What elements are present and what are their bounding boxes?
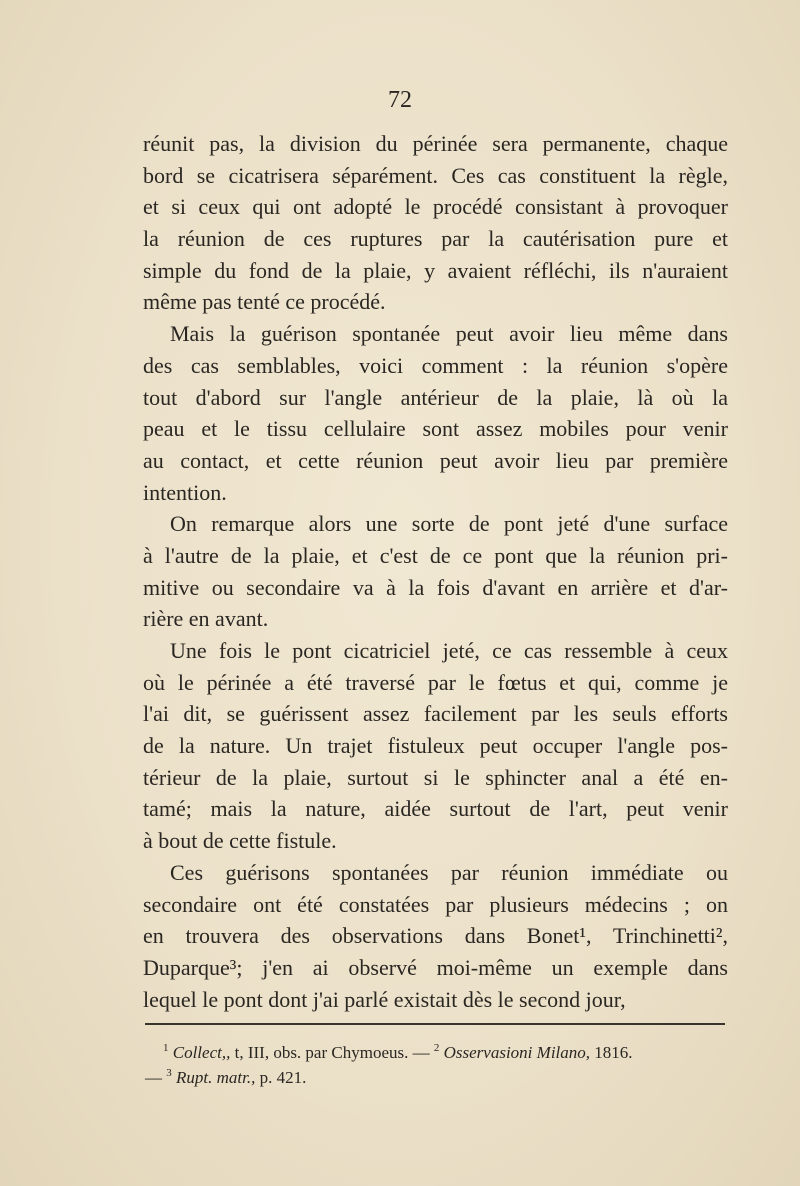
footnote-citation: Rupt. matr., (171, 1068, 256, 1087)
text-line: tamé; mais la nature, aidée surtout de l'art, peut venir (143, 796, 728, 822)
text-line: rière en avant. (143, 606, 269, 632)
footnote-line (145, 1065, 705, 1090)
text-line: tout d'abord sur l'angle antérieur de la plaie, là où la (143, 384, 728, 410)
footnote-marker: 3 (166, 1067, 172, 1079)
paragraph (143, 128, 728, 318)
paragraph (143, 318, 728, 508)
footnotes (145, 1040, 705, 1090)
text-line: Une fois le pont cicatriciel jeté, ce cas ressemble à ceux (170, 638, 728, 663)
text-line: On remarque alors une sorte de pont jeté d'une surface (170, 511, 728, 537)
text-line: Ces guérisons spontanées par réunion immédiate ou (170, 859, 728, 885)
text-line: et si ceux qui ont adopté le procédé consistant à provoquer (143, 194, 728, 220)
footnote-separator (145, 1023, 725, 1025)
text-line: à bout de cette fistule. (143, 828, 337, 854)
page-number: 72 (388, 87, 412, 113)
text-line: mitive ou secondaire va à la fois d'avant en arrière et d'ar- (143, 574, 728, 600)
text-line: en trouvera des observations dans Bonet¹, Trinchinetti², (143, 923, 728, 949)
text-line: bord se cicatrisera séparément. Ces cas constituent la règle, (143, 162, 728, 188)
footnote-citation: Osservasioni Milano, (439, 1043, 591, 1062)
text-line: peau et le tissu cellulaire sont assez mobiles pour venir (143, 416, 728, 442)
paragraph-list (143, 128, 728, 1015)
text-line: des cas semblables, voici comment : la réunion s'opère (143, 352, 728, 378)
text-line: Duparque³; j'en ai observé moi-même un exemple dans (143, 954, 728, 980)
text-line: au contact, et cette réunion peut avoir lieu par première (143, 447, 728, 473)
paragraph (143, 635, 728, 857)
text-line: secondaire ont été constatées par plusieurs médecins ; on (143, 891, 728, 917)
footnote-marker: 2 (433, 1042, 440, 1054)
text-line: lequel le pont dont j'ai parlé existait dès le second jour, (143, 986, 626, 1012)
footnote-text: — (145, 1068, 167, 1087)
footnote-marker: 1 (163, 1042, 169, 1054)
text-line: où le périnée a été traversé par le fœtus et qui, comme je (143, 669, 728, 695)
paragraph (143, 857, 728, 1015)
text-line: l'ai dit, se guérissent assez facilement par les seuls efforts (143, 701, 728, 727)
footnote-citation: Collect,, (172, 1043, 231, 1062)
footnote-text: p. 421. (255, 1068, 307, 1087)
text-line: Mais la guérison spontanée peut avoir lieu même dans (170, 321, 728, 347)
text-line: même pas tenté ce procédé. (143, 289, 386, 315)
text-line: de la nature. Un trajet fistuleux peut occuper l'angle pos- (143, 733, 728, 759)
text-line: intention. (143, 479, 227, 505)
text-line: simple du fond de la plaie, y avaient réfléchi, ils n'auraient (143, 257, 728, 283)
text-line: réunit pas, la division du périnée sera permanente, chaque (143, 131, 728, 156)
footnote-line (145, 1040, 705, 1065)
paragraph (143, 508, 728, 635)
text-line: à l'autre de la plaie, et c'est de ce pont que la réunion pri- (143, 542, 728, 568)
footnote-text: 1816. (590, 1043, 633, 1062)
body-text (143, 128, 728, 1015)
footnote-text: t, III, obs. par Chymoeus. — (230, 1043, 434, 1062)
text-line: la réunion de ces ruptures par la cautérisation pure et (143, 226, 728, 252)
text-line: térieur de la plaie, surtout si le sphincter anal a été en- (143, 764, 728, 790)
